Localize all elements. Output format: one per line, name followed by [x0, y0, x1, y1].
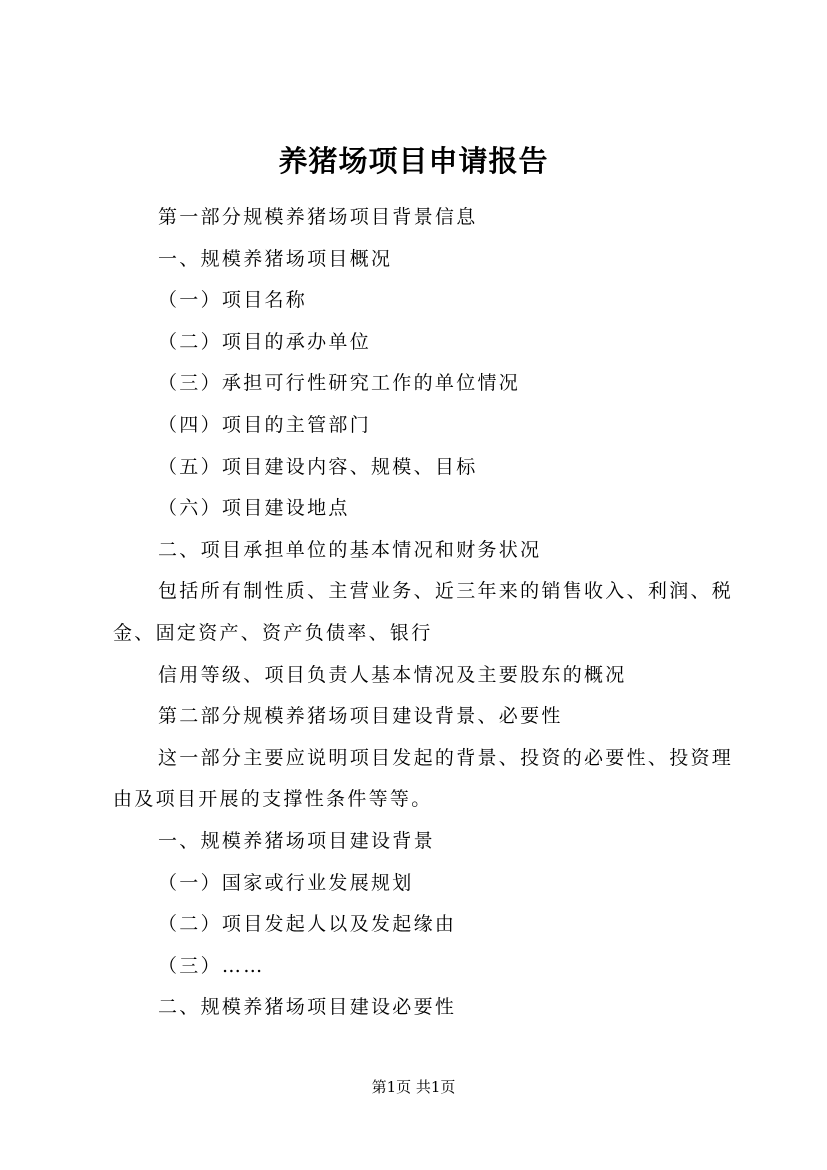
paragraph: 一、规模养猪场项目建设背景 — [158, 829, 435, 852]
document-title: 养猪场项目申请报告 — [278, 144, 549, 178]
paragraph: （三）承担可行性研究工作的单位情况 — [158, 372, 521, 395]
paragraph: （一）国家或行业发展规划 — [158, 871, 414, 894]
page-footer: 第1页 共1页 — [371, 1078, 456, 1096]
paragraph: 二、项目承担单位的基本情况和财务状况 — [158, 538, 542, 561]
paragraph: （六）项目建设地点 — [158, 497, 350, 520]
paragraph: （二）项目的承办单位 — [158, 330, 372, 353]
paragraph: 第一部分规模养猪场项目背景信息 — [158, 206, 478, 228]
paragraph: （三）…… — [158, 954, 265, 977]
paragraph: 信用等级、项目负责人基本情况及主要股东的概况 — [158, 663, 627, 686]
paragraph: 一、规模养猪场项目概况 — [158, 247, 393, 270]
paragraph: （一）项目名称 — [158, 289, 308, 312]
document-body — [113, 197, 748, 1029]
paragraph: （五）项目建设内容、规模、目标 — [158, 455, 478, 478]
paragraph: 二、规模养猪场项目建设必要性 — [158, 996, 457, 1019]
paragraph: （四）项目的主管部门 — [158, 413, 372, 436]
paragraph: 包括所有制性质、主营业务、近三年来的销售收入、利润、税金、固定资产、资产负债率、银行 — [113, 580, 734, 644]
paragraph: 第二部分规模养猪场项目建设背景、必要性 — [158, 705, 563, 728]
paragraph: （二）项目发起人以及发起缘由 — [158, 913, 457, 936]
paragraph: 这一部分主要应说明项目发起的背景、投资的必要性、投资理由及项目开展的支撑性条件等等。 — [113, 746, 734, 811]
